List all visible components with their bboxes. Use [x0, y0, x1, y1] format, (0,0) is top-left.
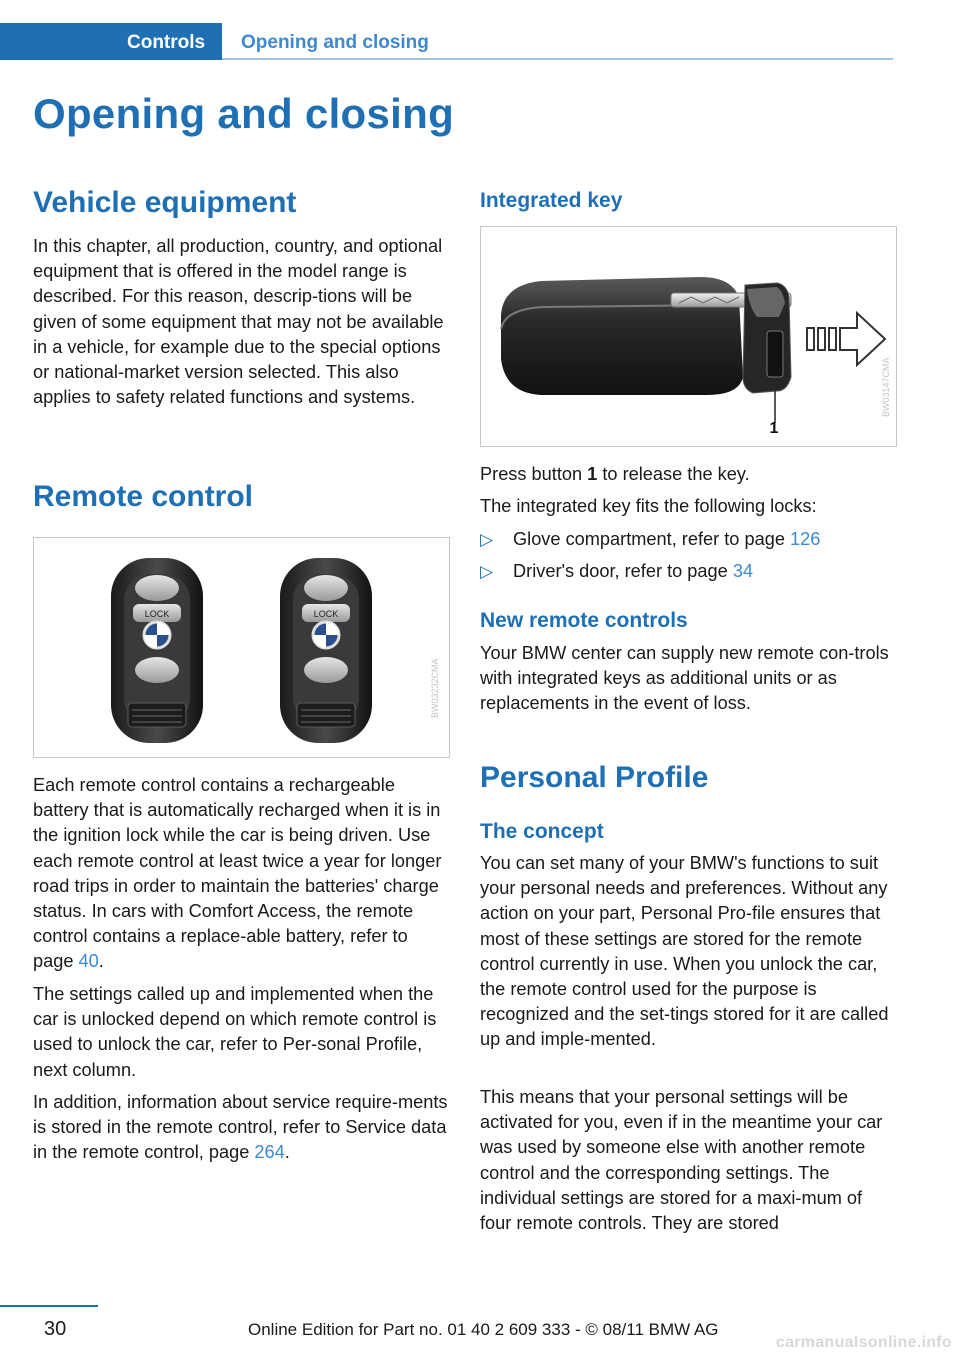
personal-profile-paragraph-1: You can set many of your BMW's functions to suit your personal needs and preferences. Without any action on your part, Personal Pro-file ensures that most of these settings are stored for the remote control currently in use. When you unlock the car, the remote control used for the purpose is recognized and the set-tings stored for it are called up and imple-mented.	[480, 853, 889, 1050]
bullet-text	[513, 527, 820, 552]
footer-edition-text: Online Edition for Part no. 01 40 2 609 333 - © 08/11 BMW AG	[248, 1320, 719, 1339]
button-number: 1	[587, 464, 598, 484]
watermark-text: carmanualsonline.info	[775, 1334, 952, 1351]
heading-vehicle-equipment: Vehicle equipment	[33, 186, 297, 219]
bullet-text	[513, 559, 753, 584]
remote-fob-right	[280, 558, 372, 743]
pull-direction-arrow	[807, 313, 885, 365]
lock-button-label: LOCK	[144, 609, 170, 619]
bullet-label: Driver's door, refer to page	[513, 561, 733, 581]
heading-the-concept: The concept	[480, 820, 604, 843]
integrated-key-figure	[480, 226, 897, 447]
page-link-126[interactable]: 126	[790, 529, 821, 549]
remote-control-paragraph-3	[33, 1090, 451, 1166]
period: .	[98, 951, 104, 972]
heading-remote-control: Remote control	[33, 480, 254, 513]
press-text-start: Press button	[480, 464, 588, 484]
new-remote-controls-text: Your BMW center can supply new remote con-trols with integrated keys as additional units or as replacements in the event of loss.	[480, 643, 889, 714]
locks-intro: The integrated key fits the following locks:	[480, 496, 817, 516]
footer-rule	[0, 1305, 98, 1307]
remote-control-paragraph-2: The settings called up and implemented when the car is unlocked depend on which remote control is used to unlock the car, refer to Per-sonal Profile, next column.	[33, 984, 437, 1080]
press-text-end: to release the key.	[597, 464, 750, 484]
page-link-40[interactable]: 40	[78, 951, 99, 972]
header-chapter-label[interactable]: Controls	[127, 32, 206, 53]
heading-new-remote-controls: New remote controls	[480, 609, 688, 632]
page-link-264[interactable]: 264	[254, 1142, 285, 1163]
page-title: Opening and closing	[33, 90, 455, 137]
personal-profile-paragraph-2: This means that your personal settings will be activated for you, even if in the meantime your car was used by someone else with another remote control and the corresponding settings. The individual settings are stored for a maxi-mum of four remote controls. They are stored	[480, 1087, 883, 1234]
remote-control-illustration	[34, 538, 450, 758]
integrated-key-illustration	[481, 227, 897, 447]
remote-control-para1-text: Each remote control contains a rechargeable battery that is automatically recharged when it is in the ignition lock while the car is being driven. Use each remote control at least twice a year for longer road trips in order to maintain the batteries' charge status. In cars with Comfort Access, the remote control contains a replace-able battery, refer to page	[33, 775, 442, 972]
bullet-triangle-icon: ▷	[480, 530, 494, 549]
bullet-label: Glove compartment, refer to page	[513, 529, 790, 549]
header-section-label: Opening and closing	[241, 32, 429, 53]
page-number: 30	[44, 1318, 67, 1340]
remote-fob-left	[111, 558, 203, 743]
page-link-34[interactable]: 34	[732, 561, 754, 581]
callout-1: 1	[769, 420, 779, 437]
remote-control-paragraph-1	[33, 773, 451, 975]
remote-control-figure	[33, 537, 450, 758]
figure-code: BW03147CMA	[881, 357, 891, 417]
vehicle-equipment-text: In this chapter, all production, country, and optional equipment that is offered in the model range is described. For this reason, descrip-tions will be given of some equipment that may not be available in a vehicle, for example due to the special options or national-market version selected. This also applies to safety related functions and systems.	[33, 236, 444, 408]
heading-personal-profile: Personal Profile	[480, 761, 709, 794]
heading-integrated-key: Integrated key	[480, 189, 623, 212]
period: .	[284, 1142, 290, 1163]
bullet-triangle-icon: ▷	[480, 562, 494, 581]
remote-control-para3-text: In addition, information about service require-ments is stored in the remote control, refer to Service data in the remote control, page	[33, 1092, 448, 1163]
lock-button-label: LOCK	[313, 609, 339, 619]
figure-code: BW03232CMA	[430, 658, 440, 718]
press-button-text	[480, 462, 898, 487]
